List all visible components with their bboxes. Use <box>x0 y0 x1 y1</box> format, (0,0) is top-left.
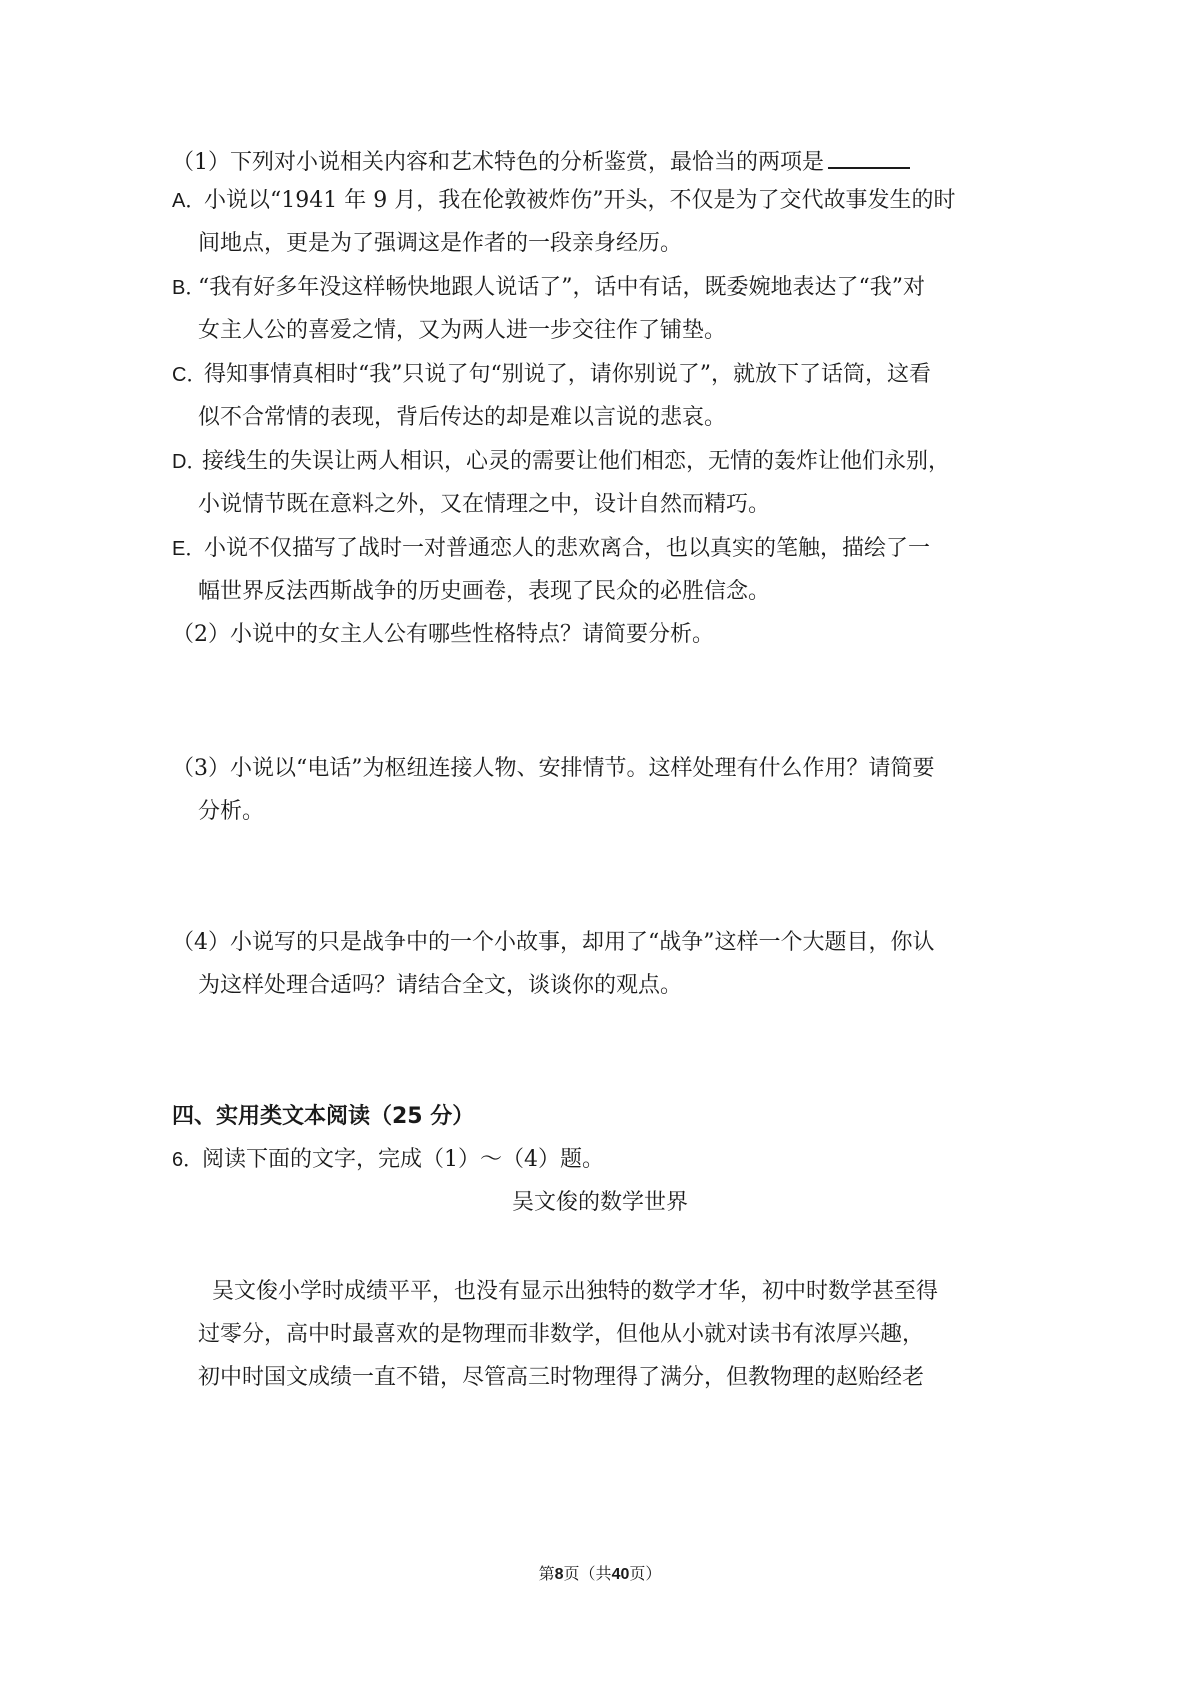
paragraph-line-3: 初中时国文成绩一直不错，尽管高三时物理得了满分，但教物理的赵贻经老 <box>198 1365 925 1390</box>
footer-prefix: 第 <box>538 1564 555 1583</box>
option-d-line-2: 小说情节既在意料之外，又在情理之中，设计自然而精巧。 <box>198 492 771 517</box>
option-c-label: C． <box>172 364 207 386</box>
footer-suffix: 页） <box>629 1564 662 1583</box>
option-a-line-2: 间地点，更是为了强调这是作者的一段亲身经历。 <box>198 231 683 256</box>
footer-total-pages: 40 <box>611 1566 630 1583</box>
footer-middle: 页（共 <box>563 1564 612 1583</box>
option-a-label: A． <box>172 190 206 212</box>
question-2: （2）小说中的女主人公有哪些性格特点？请简要分析。 <box>172 622 714 647</box>
question-1-stem <box>172 145 910 178</box>
option-a-text-1: 小说以“1941 年 9 月，我在伦敦被炸伤”开头，不仅是为了交代故事发生的时 <box>204 188 956 213</box>
paragraph-line-2: 过零分，高中时最喜欢的是物理而非数学，但他从小就对读书有浓厚兴趣， <box>198 1322 925 1347</box>
option-e-line-2: 幅世界反法西斯战争的历史画卷，表现了民众的必胜信念。 <box>198 579 771 604</box>
option-e-line-1 <box>172 534 930 564</box>
option-b-label: B． <box>172 277 206 299</box>
option-d-text-1: 接线生的失误让两人相识，心灵的需要让他们相恋，无情的轰炸让他们永别， <box>202 449 951 474</box>
option-c-line-2: 似不合常情的表现，背后传达的却是难以言说的悲哀。 <box>198 405 727 430</box>
option-e-text-1: 小说不仅描写了战时一对普通恋人的悲欢离合，也以真实的笔触，描绘了一 <box>204 536 931 561</box>
footer-page-number: 8 <box>554 1566 564 1583</box>
option-a-line-1 <box>172 186 955 216</box>
article-title: 吴文俊的数学世界 <box>511 1190 688 1215</box>
question-4-line-1: （4）小说写的只是战争中的一个小故事，却用了“战争”这样一个大题目，你认 <box>172 930 935 955</box>
option-c-line-1 <box>172 360 931 390</box>
option-b-text-1: “我有好多年没这样畅快地跟人说话了”，话中有话，既委婉地表达了“我”对 <box>198 275 925 300</box>
question-1-stem-text: （1）下列对小说相关内容和艺术特色的分析鉴赏，最恰当的两项是 <box>172 150 824 175</box>
question-6-number: 6． <box>172 1149 204 1171</box>
option-b-line-1 <box>172 273 925 303</box>
answer-blank <box>828 145 910 169</box>
paragraph-line-1: 吴文俊小学时成绩平平，也没有显示出独特的数学才华，初中时数学甚至得 <box>212 1279 939 1304</box>
section-4-title: 四、实用类文本阅读（25 分） <box>172 1104 475 1129</box>
question-3-line-2: 分析。 <box>198 799 265 824</box>
page-footer <box>0 1563 1200 1586</box>
option-e-label: E． <box>172 538 206 560</box>
option-c-text-1: 得知事情真相时“我”只说了句“别说了，请你别说了”，就放下了话筒，这看 <box>204 362 931 387</box>
question-4-line-2: 为这样处理合适吗？请结合全文，谈谈你的观点。 <box>198 973 683 998</box>
question-3-line-1: （3）小说以“电话”为枢纽连接人物、安排情节。这样处理有什么作用？请简要 <box>172 756 935 781</box>
question-6 <box>172 1145 604 1175</box>
option-b-line-2: 女主人公的喜爱之情，又为两人进一步交往作了铺垫。 <box>198 318 727 343</box>
option-d-line-1 <box>172 447 950 477</box>
question-6-text: 阅读下面的文字，完成（1）～（4）题。 <box>202 1147 604 1172</box>
option-d-label: D． <box>172 451 207 473</box>
